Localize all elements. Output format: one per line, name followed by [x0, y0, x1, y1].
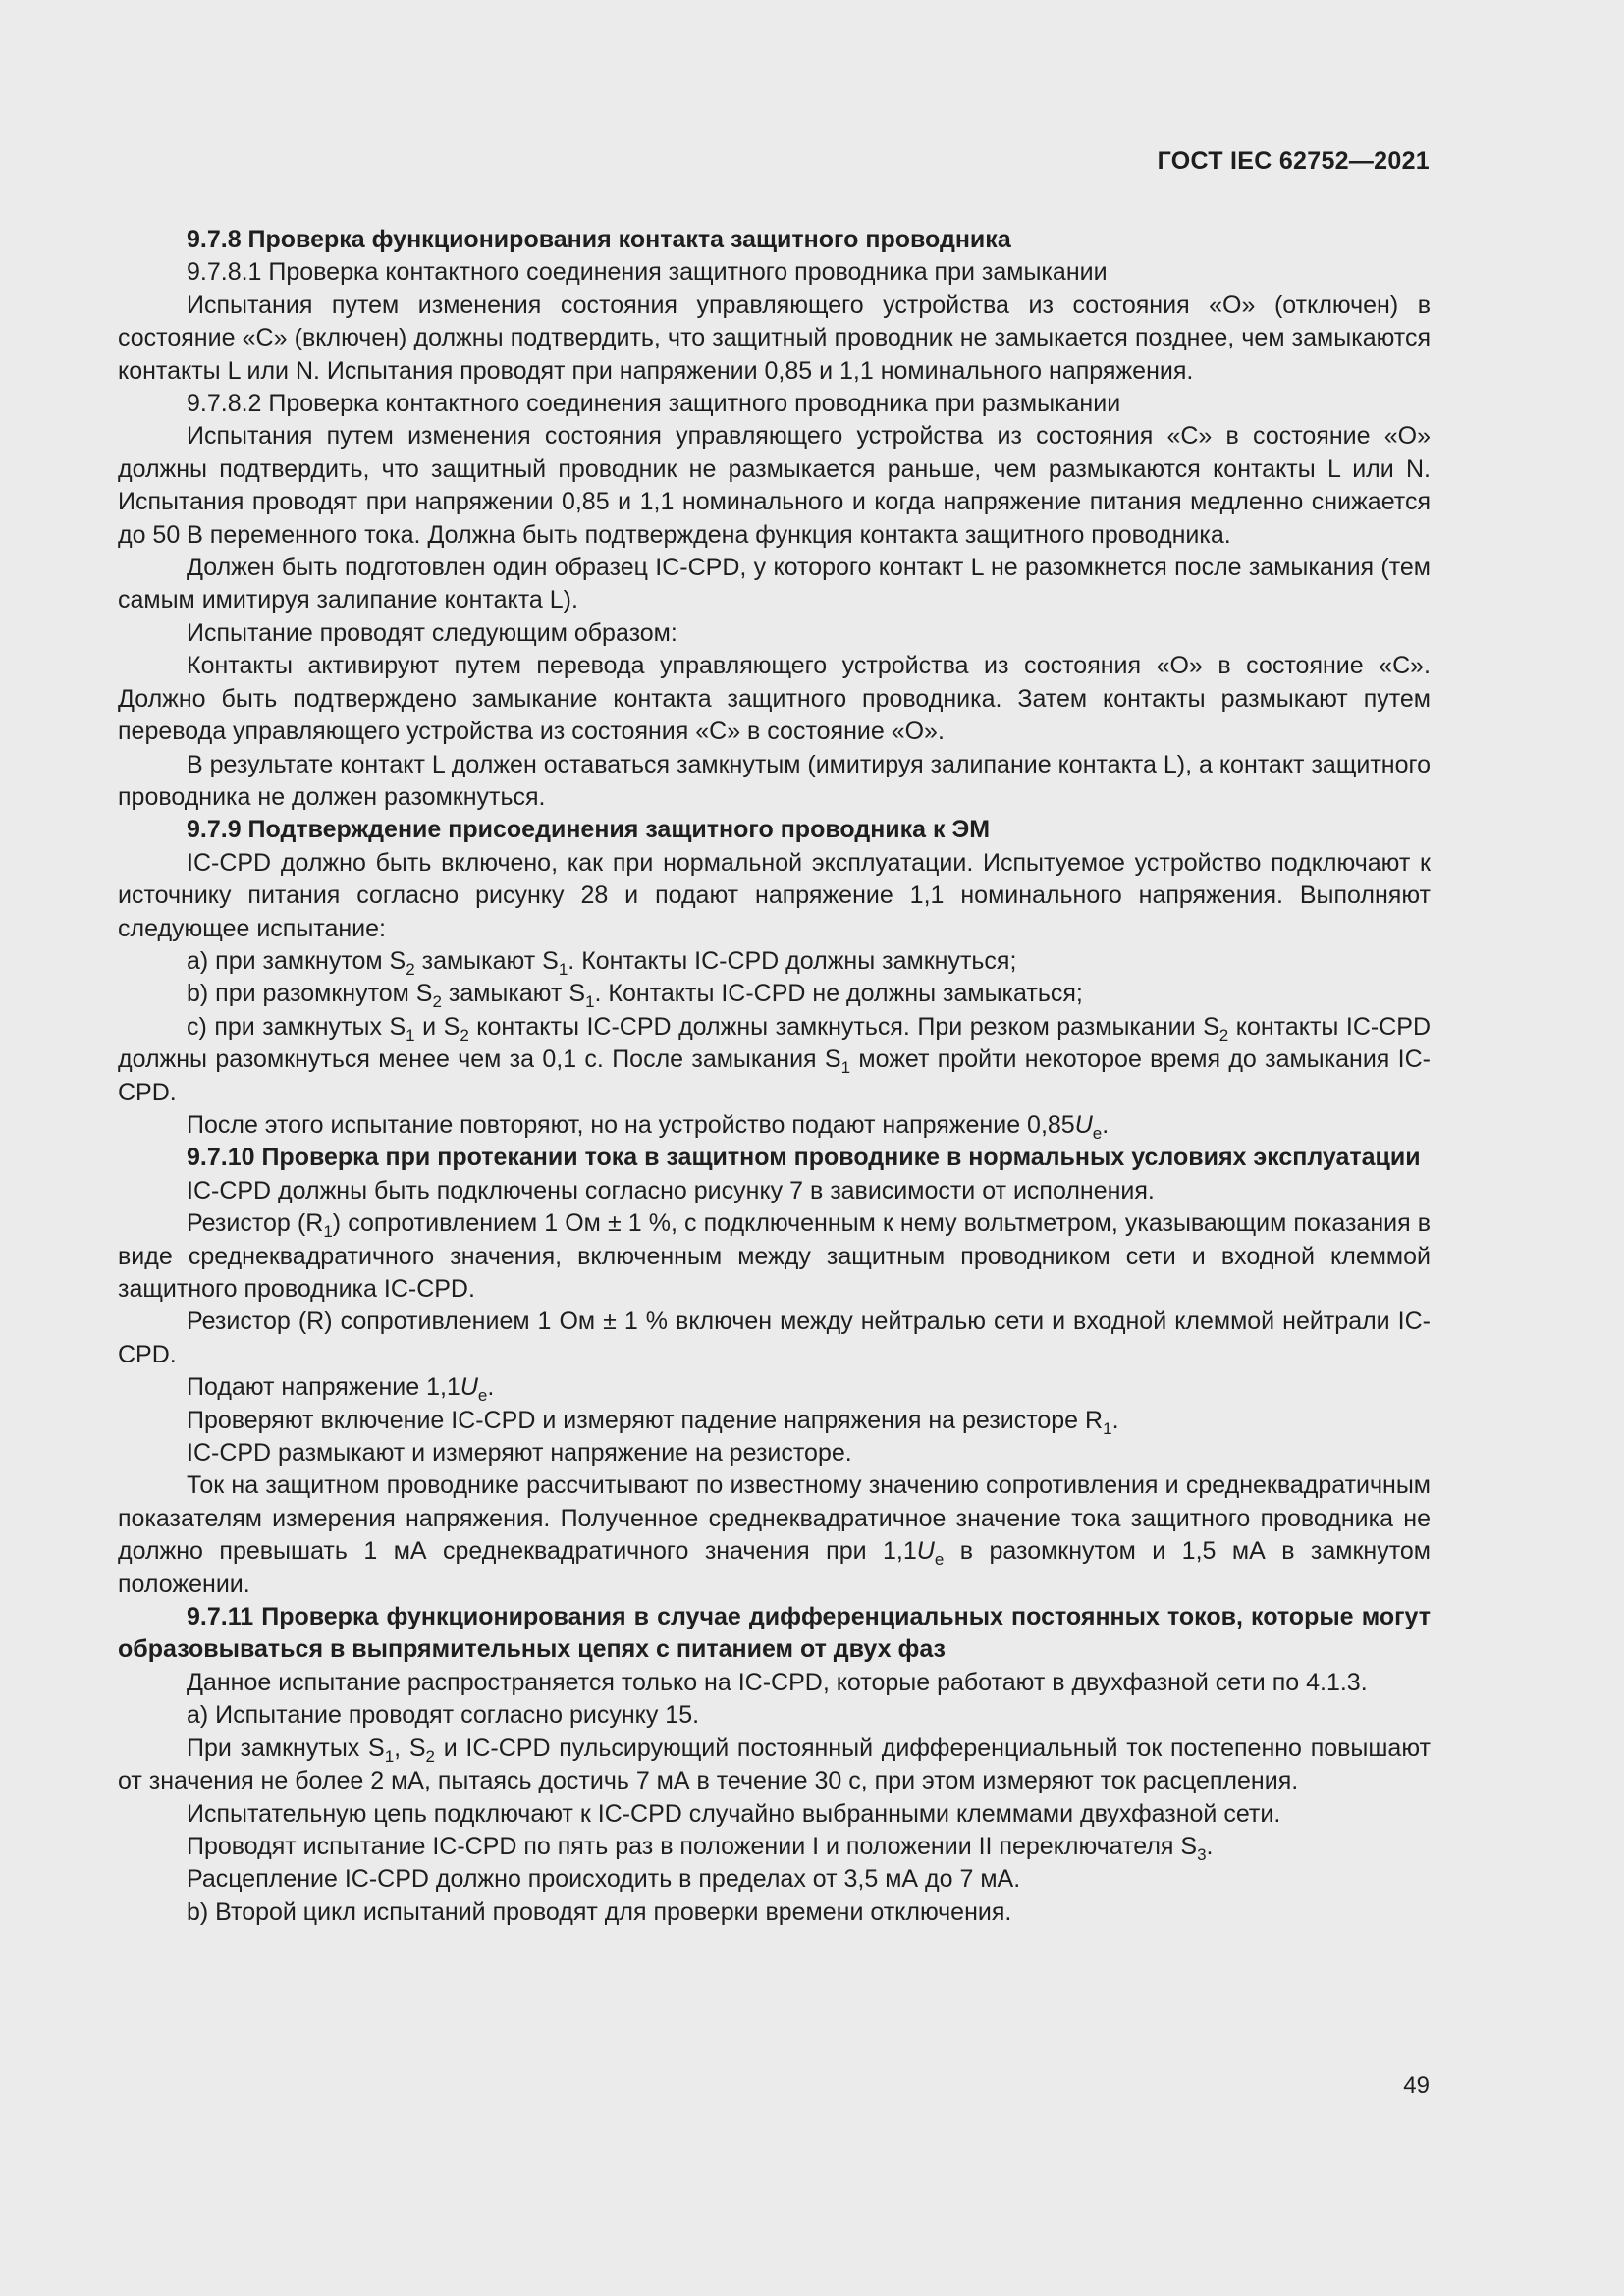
section-heading: 9.7.9 Подтверждение присоединения защитного проводника к ЭМ: [187, 816, 991, 844]
paragraph: Контакты активируют путем перевода управляющего устройства из состояния «О» в состояние «С». Должно быть подтверждено замыкание контакта защитного проводника. Затем контакты размыкают путем перевода управляющего устройства из состояния «С» в состояние «О».: [118, 652, 1431, 746]
paragraph: Должен быть подготовлен один образец IC-CPD, у которого контакт L не разомкнется после замыкания (тем самым имитируя залипание контакта L).: [118, 554, 1431, 614]
page-number: 49: [1403, 2072, 1430, 2099]
document-body: [118, 224, 1431, 1929]
paragraph: После этого испытание повторяют, но на устройство подают напряжение $0,85U_e$.: [187, 1110, 1110, 1143]
paragraph: При замкнутых $S_1$, $S_2$ и IC-CPD пульсирующий постоянный дифференциальный ток постепенно повышают от значения не более 2 мА, пытаясь достичь 7 мА в течение 30 с, при этом измеряют ток расцепления.: [118, 1734, 1431, 1795]
list-item: a) Испытание проводят согласно рисунку 15.: [187, 1701, 700, 1730]
paragraph: Резистор $(R_1)$ сопротивлением 1 Ом ± 1 %, с подключенным к нему вольтметром, указывающим показания в виде среднеквадратичного значения, включенным между защитным проводником сети и входной клеммой защитного проводника IC-CPD.: [118, 1209, 1431, 1303]
paragraph: IC-CPD должно быть включено, как при нормальной эксплуатации. Испытуемое устройство подключают к источнику питания согласно рисунку 28 и подают напряжение 1,1 номинального напряжения. Выполняют следующее испытание:: [118, 848, 1431, 942]
paragraph: Испытание проводят следующим образом:: [187, 618, 677, 647]
list-item: b) при разомкнутом $S_2$ замыкают $S_1$. Контакты IC-CPD не должны замыкаться;: [187, 980, 1083, 1012]
subsection-title: 9.7.8.1 Проверка контактного соединения защитного проводника при замыкании: [187, 258, 1108, 287]
paragraph: Ток на защитном проводнике рассчитывают по известному значению сопротивления и среднеквадратичным показателям измерения напряжения. Полученное среднеквадратичное значение тока защитного проводника не должно превышать 1 мА среднеквадратичного значения при $1,1U_e$ в разомкнутом и 1,5 мА в замкнутом положении.: [118, 1471, 1431, 1598]
paragraph: Данное испытание распространяется только на IC-CPD, которые работают в двухфазной сети по 4.1.3.: [187, 1668, 1368, 1696]
paragraph: Проверяют включение IC-CPD и измеряют падение напряжения на резисторе $R_1$.: [187, 1406, 1119, 1438]
paragraph: Испытательную цепь подключают к IC-CPD случайно выбранными клеммами двухфазной сети.: [187, 1799, 1281, 1828]
document-header: ГОСТ IEC 62752—2021: [1157, 147, 1430, 175]
paragraph: Проводят испытание IC-CPD по пять раз в положении I и положении II переключателя $S_3$.: [187, 1832, 1214, 1864]
paragraph: IC-CPD должны быть подключены согласно рисунку 7 в зависимости от исполнения.: [187, 1176, 1155, 1204]
list-item: c) при замкнутых $S_1$ и $S_2$ контакты IC-CPD должны замкнуться. При резком размыкании $S_2$ контакты IC-CPD должны разомкнуться менее чем за 0,1 с. После замыкания $S_1$ может пройти некоторое время до замыкания IC-CPD.: [118, 1012, 1431, 1106]
paragraph: Подают напряжение $1,1U_e$.: [187, 1373, 495, 1406]
section-heading: 9.7.10 Проверка при протекании тока в защитном проводнике в нормальных условиях эксплуатации: [187, 1144, 1421, 1172]
paragraph: Испытания путем изменения состояния управляющего устройства из состояния «С» в состояние «О» должны подтвердить, что защитный проводник не размыкается раньше, чем размыкаются контакты L или N. Испытания проводят при напряжении 0,85 и 1,1 номинального и когда напряжение питания медленно снижается до 50 В переменного тока. Должна быть подтверждена функция контакта защитного проводника.: [118, 422, 1431, 549]
paragraph: Испытания путем изменения состояния управляющего устройства из состояния «О» (отключен) в состояние «С» (включен) должны подтвердить, что защитный проводник не замыкается позднее, чем замыкаются контакты L или N. Испытания проводят при напряжении 0,85 и 1,1 номинального напряжения.: [118, 291, 1431, 385]
list-item: a) при замкнутом $S_2$ замыкают $S_1$. Контакты IC-CPD должны замкнуться;: [187, 946, 1017, 979]
paragraph: IC-CPD размыкают и измеряют напряжение на резисторе.: [187, 1439, 852, 1468]
paragraph: Резистор (R) сопротивлением 1 Ом ± 1 % включен между нейтралью сети и входной клеммой нейтрали IC-CPD.: [118, 1308, 1431, 1368]
subsection-title: 9.7.8.2 Проверка контактного соединения защитного проводника при размыкании: [187, 390, 1121, 418]
list-item: b) Второй цикл испытаний проводят для проверки времени отключения.: [187, 1897, 1012, 1926]
section-heading: 9.7.11 Проверка функционирования в случае дифференциальных постоянных токов, которые могут образовываться в выпрямительных цепях с питанием от двух фаз: [118, 1603, 1431, 1664]
paragraph: В результате контакт L должен оставаться замкнутым (имитируя залипание контакта L), а контакт защитного проводника не должен разомкнуться.: [118, 750, 1431, 811]
section-heading: 9.7.8 Проверка функционирования контакта защитного проводника: [187, 226, 1011, 253]
paragraph: Расцепление IC-CPD должно происходить в пределах от 3,5 мА до 7 мА.: [187, 1865, 1021, 1894]
